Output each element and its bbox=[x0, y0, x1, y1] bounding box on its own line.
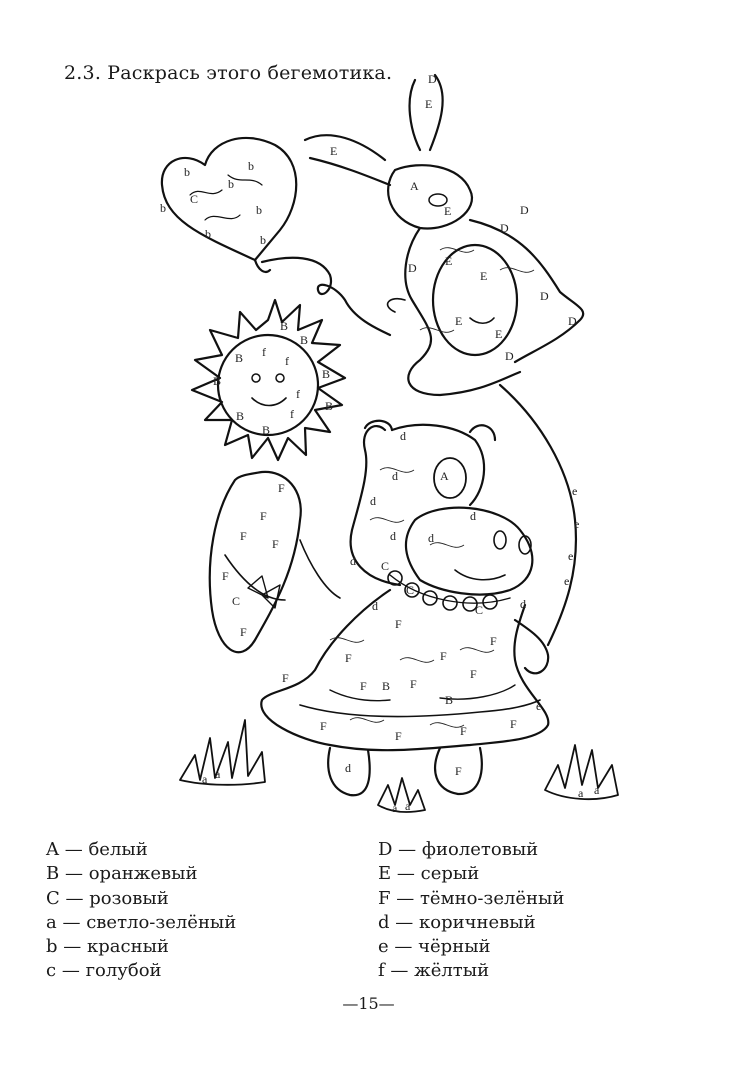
dress-letter: F bbox=[320, 719, 327, 733]
string-letter: e bbox=[568, 549, 574, 563]
rabbit-letter: D bbox=[540, 289, 549, 303]
rabbit-letter: E bbox=[480, 269, 488, 283]
sun-letter: B bbox=[262, 423, 271, 437]
legend-color: тёмно-зелёный bbox=[419, 887, 565, 909]
rabbit-letter: D bbox=[568, 314, 577, 328]
rabbit-letter: D bbox=[428, 72, 437, 86]
legend-dash: — bbox=[64, 863, 83, 885]
hippo-letter: d bbox=[350, 554, 356, 568]
heart-letter: b bbox=[228, 177, 234, 191]
dress-letter: d bbox=[345, 761, 351, 775]
dress-letter: F bbox=[282, 671, 289, 685]
legend-item bbox=[378, 959, 564, 983]
grass-letter: a bbox=[215, 767, 221, 781]
dress-letter: F bbox=[440, 649, 447, 663]
legend-item bbox=[378, 887, 564, 911]
dress-letter: F bbox=[455, 764, 462, 778]
hippo-letter: d bbox=[470, 509, 476, 523]
balloon-string bbox=[500, 385, 576, 645]
rabbit-letter: E bbox=[495, 327, 503, 341]
sun-letter: B bbox=[325, 399, 334, 413]
page-number: —15— bbox=[342, 994, 395, 1013]
sun-letter: B bbox=[236, 409, 245, 423]
rabbit-letter: D bbox=[500, 221, 509, 235]
grass-letter: a bbox=[202, 772, 208, 786]
sun-letter: f bbox=[290, 407, 294, 421]
sun-letter: B bbox=[300, 333, 309, 347]
hippo-letter: d bbox=[428, 531, 434, 545]
heart-letter: b bbox=[256, 203, 262, 217]
hat-letter: F bbox=[272, 537, 279, 551]
heart-letter: b bbox=[184, 165, 190, 179]
legend-item bbox=[378, 838, 564, 862]
string-letter: e bbox=[574, 517, 580, 531]
legend-color: жёлтый bbox=[414, 960, 490, 982]
rabbit-letter: E bbox=[330, 144, 338, 158]
hippo-letter: d bbox=[392, 469, 398, 483]
hat-letter: F bbox=[260, 509, 267, 523]
string-letter: e bbox=[572, 484, 578, 498]
heart-letter: b bbox=[248, 159, 254, 173]
legend-key: F bbox=[378, 887, 391, 909]
dress-letter: F bbox=[410, 677, 417, 691]
sun-letter: B bbox=[235, 351, 244, 365]
string-letter: e bbox=[564, 574, 570, 588]
dress-letter: B bbox=[382, 679, 391, 693]
grass-letter: a bbox=[392, 801, 398, 815]
legend-key: f bbox=[378, 960, 385, 982]
dress-letter: F bbox=[490, 634, 497, 648]
dress-letter: F bbox=[395, 617, 402, 631]
dress-letter: F bbox=[470, 667, 477, 681]
rabbit-letter: E bbox=[425, 97, 433, 111]
heart-letter: b bbox=[160, 201, 166, 215]
hippo-letter: d bbox=[370, 494, 376, 508]
heart-letter: b bbox=[260, 233, 266, 247]
legend-key: d bbox=[378, 911, 390, 933]
hippo-letter: C bbox=[381, 559, 390, 573]
sun-letter: B bbox=[213, 374, 222, 388]
dress-letter: F bbox=[360, 679, 367, 693]
legend-item bbox=[378, 935, 564, 959]
dress-letter: F bbox=[510, 717, 517, 731]
hat-letter: F bbox=[240, 625, 247, 639]
legend-dash: — bbox=[62, 911, 81, 933]
legend-key: a bbox=[46, 911, 57, 933]
grass-letter: a bbox=[405, 799, 411, 813]
sun-letter: B bbox=[322, 367, 331, 381]
legend-dash: — bbox=[61, 960, 80, 982]
legend-color: чёрный bbox=[418, 936, 491, 958]
legend-color: оранжевый bbox=[88, 863, 198, 885]
legend-key: c bbox=[46, 960, 57, 982]
grass-letter: a bbox=[594, 783, 600, 797]
legend-item bbox=[46, 862, 236, 886]
hat-letter: F bbox=[222, 569, 229, 583]
color-legend-right bbox=[378, 838, 564, 984]
legend-color: коричневый bbox=[419, 911, 536, 933]
legend-key: D bbox=[378, 839, 393, 860]
color-legend-left bbox=[46, 838, 236, 984]
legend-dash: — bbox=[64, 839, 83, 860]
hat-letter: C bbox=[232, 594, 241, 608]
hippo-letter: C bbox=[406, 583, 415, 597]
legend-color: голубой bbox=[85, 960, 162, 982]
hat-letter: F bbox=[278, 481, 285, 495]
legend-key: e bbox=[378, 936, 389, 958]
legend-color: розовый bbox=[89, 887, 169, 909]
legend-item bbox=[378, 862, 564, 886]
dress-letter: F bbox=[345, 651, 352, 665]
sun-letter: f bbox=[262, 345, 266, 359]
sun-letter: f bbox=[285, 354, 289, 368]
hippo-letter: A bbox=[440, 469, 449, 483]
legend-key: B bbox=[46, 863, 60, 885]
legend-dash: — bbox=[396, 863, 415, 885]
legend-key: A bbox=[46, 839, 59, 860]
legend-color: красный bbox=[87, 936, 169, 958]
legend-key: E bbox=[378, 863, 392, 885]
rabbit-letter: E bbox=[455, 314, 463, 328]
rabbit-letter: E bbox=[445, 254, 453, 268]
sun-letter: B bbox=[280, 319, 289, 333]
legend-item bbox=[378, 911, 564, 935]
legend-color: белый bbox=[88, 839, 148, 860]
legend-item bbox=[46, 959, 236, 983]
legend-color: серый bbox=[420, 863, 480, 885]
sun-letter: f bbox=[296, 387, 300, 401]
legend-dash: — bbox=[395, 911, 414, 933]
rabbit-letter: E bbox=[444, 204, 452, 218]
heart-letter: b bbox=[205, 227, 211, 241]
rabbit-letter: D bbox=[505, 349, 514, 363]
legend-color: светло-зелёный bbox=[86, 911, 237, 933]
rabbit-figure bbox=[305, 75, 583, 395]
legend-item bbox=[46, 935, 236, 959]
dress-letter: F bbox=[460, 724, 467, 738]
legend-key: C bbox=[46, 887, 60, 909]
hat-letter: F bbox=[240, 529, 247, 543]
rabbit-letter: D bbox=[520, 203, 529, 217]
legend-item bbox=[46, 887, 236, 911]
hippo-letter: d bbox=[390, 529, 396, 543]
legend-dash: — bbox=[398, 839, 417, 860]
hippo-letter: d bbox=[372, 599, 378, 613]
grass-letter: a bbox=[578, 786, 584, 800]
legend-item bbox=[46, 911, 236, 935]
legend-item bbox=[46, 838, 236, 862]
dress-letter: F bbox=[395, 729, 402, 743]
exercise-title: 2.3. Раскрась этого бегемотика. bbox=[64, 62, 393, 84]
legend-dash: — bbox=[396, 887, 415, 909]
legend-dash: — bbox=[390, 960, 409, 982]
hat-figure bbox=[210, 472, 340, 652]
string-letter: e bbox=[536, 699, 542, 713]
legend-dash: — bbox=[394, 936, 413, 958]
dress-letter: B bbox=[445, 693, 454, 707]
legend-dash: — bbox=[63, 936, 82, 958]
legend-dash: — bbox=[65, 887, 84, 909]
hippo-figure bbox=[261, 421, 548, 796]
hippo-letter: d bbox=[400, 429, 406, 443]
legend-key: b bbox=[46, 936, 58, 958]
legend-color: фиолетовый bbox=[421, 839, 539, 860]
rabbit-letter: A bbox=[410, 179, 419, 193]
hippo-letter: C bbox=[475, 603, 484, 617]
hippo-letter: d bbox=[520, 597, 526, 611]
rabbit-letter: D bbox=[408, 261, 417, 275]
heart-letter: C bbox=[190, 192, 199, 206]
